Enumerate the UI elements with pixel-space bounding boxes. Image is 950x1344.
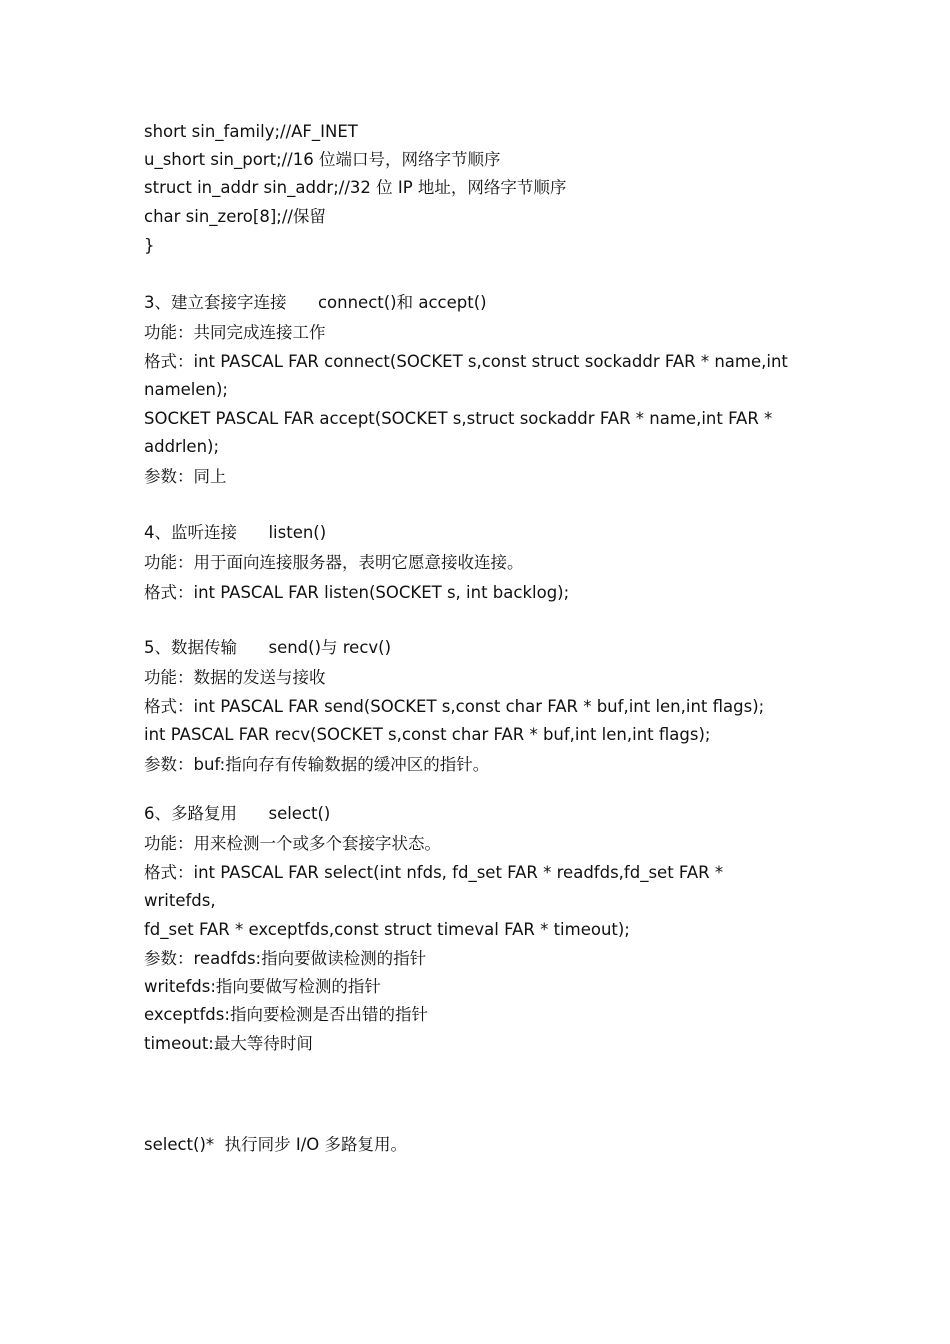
section-4-format: 格式：int PASCAL FAR listen(SOCKET s, int backlog); [144,583,570,602]
section-4-heading: 4、监听连接 listen() [144,523,327,542]
section-6-function: 功能：用来检测一个或多个套接字状态。 [144,834,441,853]
section-6-format-line-1: 格式：int PASCAL FAR select(int nfds, fd_set FAR * readfds,fd_set FAR * [144,863,724,882]
section-3-format-line-2: namelen); [144,380,228,399]
section-5-format-line-2: int PASCAL FAR recv(SOCKET s,const char FAR * buf,int len,int flags); [144,725,711,744]
code-line-sin-zero: char sin_zero[8];//保留 [144,207,326,226]
section-5-params: 参数：buf:指向存有传输数据的缓冲区的指针。 [144,755,490,774]
section-3-format-line-1: 格式：int PASCAL FAR connect(SOCKET s,const struct sockaddr FAR * name,int [144,352,788,371]
section-6-heading: 6、多路复用 select() [144,804,331,823]
section-3-heading: 3、建立套接字连接 connect()和 accept() [144,293,487,312]
section-6-param-writefds: writefds:指向要做写检测的指针 [144,977,381,996]
code-line-sin-family: short sin_family;//AF_INET [144,122,358,141]
section-5-heading: 5、数据传输 send()与 recv() [144,638,392,657]
section-5-format-line-1: 格式：int PASCAL FAR send(SOCKET s,const char FAR * buf,int len,int flags); [144,697,765,716]
section-6-format-line-2: writefds, [144,891,216,910]
section-3-format-line-4: addrlen); [144,437,220,456]
section-3-format-line-3: SOCKET PASCAL FAR accept(SOCKET s,struct sockaddr FAR * name,int FAR * [144,409,773,428]
select-summary-line: select()* 执行同步 I/O 多路复用。 [144,1135,408,1154]
section-5-function: 功能：数据的发送与接收 [144,668,326,687]
section-6-format-line-3: fd_set FAR * exceptfds,const struct timeval FAR * timeout); [144,920,630,939]
section-4-function: 功能：用于面向连接服务器，表明它愿意接收连接。 [144,553,524,572]
code-line-sin-port: u_short sin_port;//16 位端口号，网络字节顺序 [144,150,501,169]
section-6-param-timeout: timeout:最大等待时间 [144,1034,313,1053]
section-6-param-exceptfds: exceptfds:指向要检测是否出错的指针 [144,1005,428,1024]
section-3-params: 参数：同上 [144,467,227,486]
section-6-param-readfds: 参数：readfds:指向要做读检测的指针 [144,949,427,968]
section-3-function: 功能：共同完成连接工作 [144,323,326,342]
code-line-sin-addr: struct in_addr sin_addr;//32 位 IP 地址，网络字节顺序 [144,178,567,197]
code-line-closing-brace: } [144,236,155,255]
